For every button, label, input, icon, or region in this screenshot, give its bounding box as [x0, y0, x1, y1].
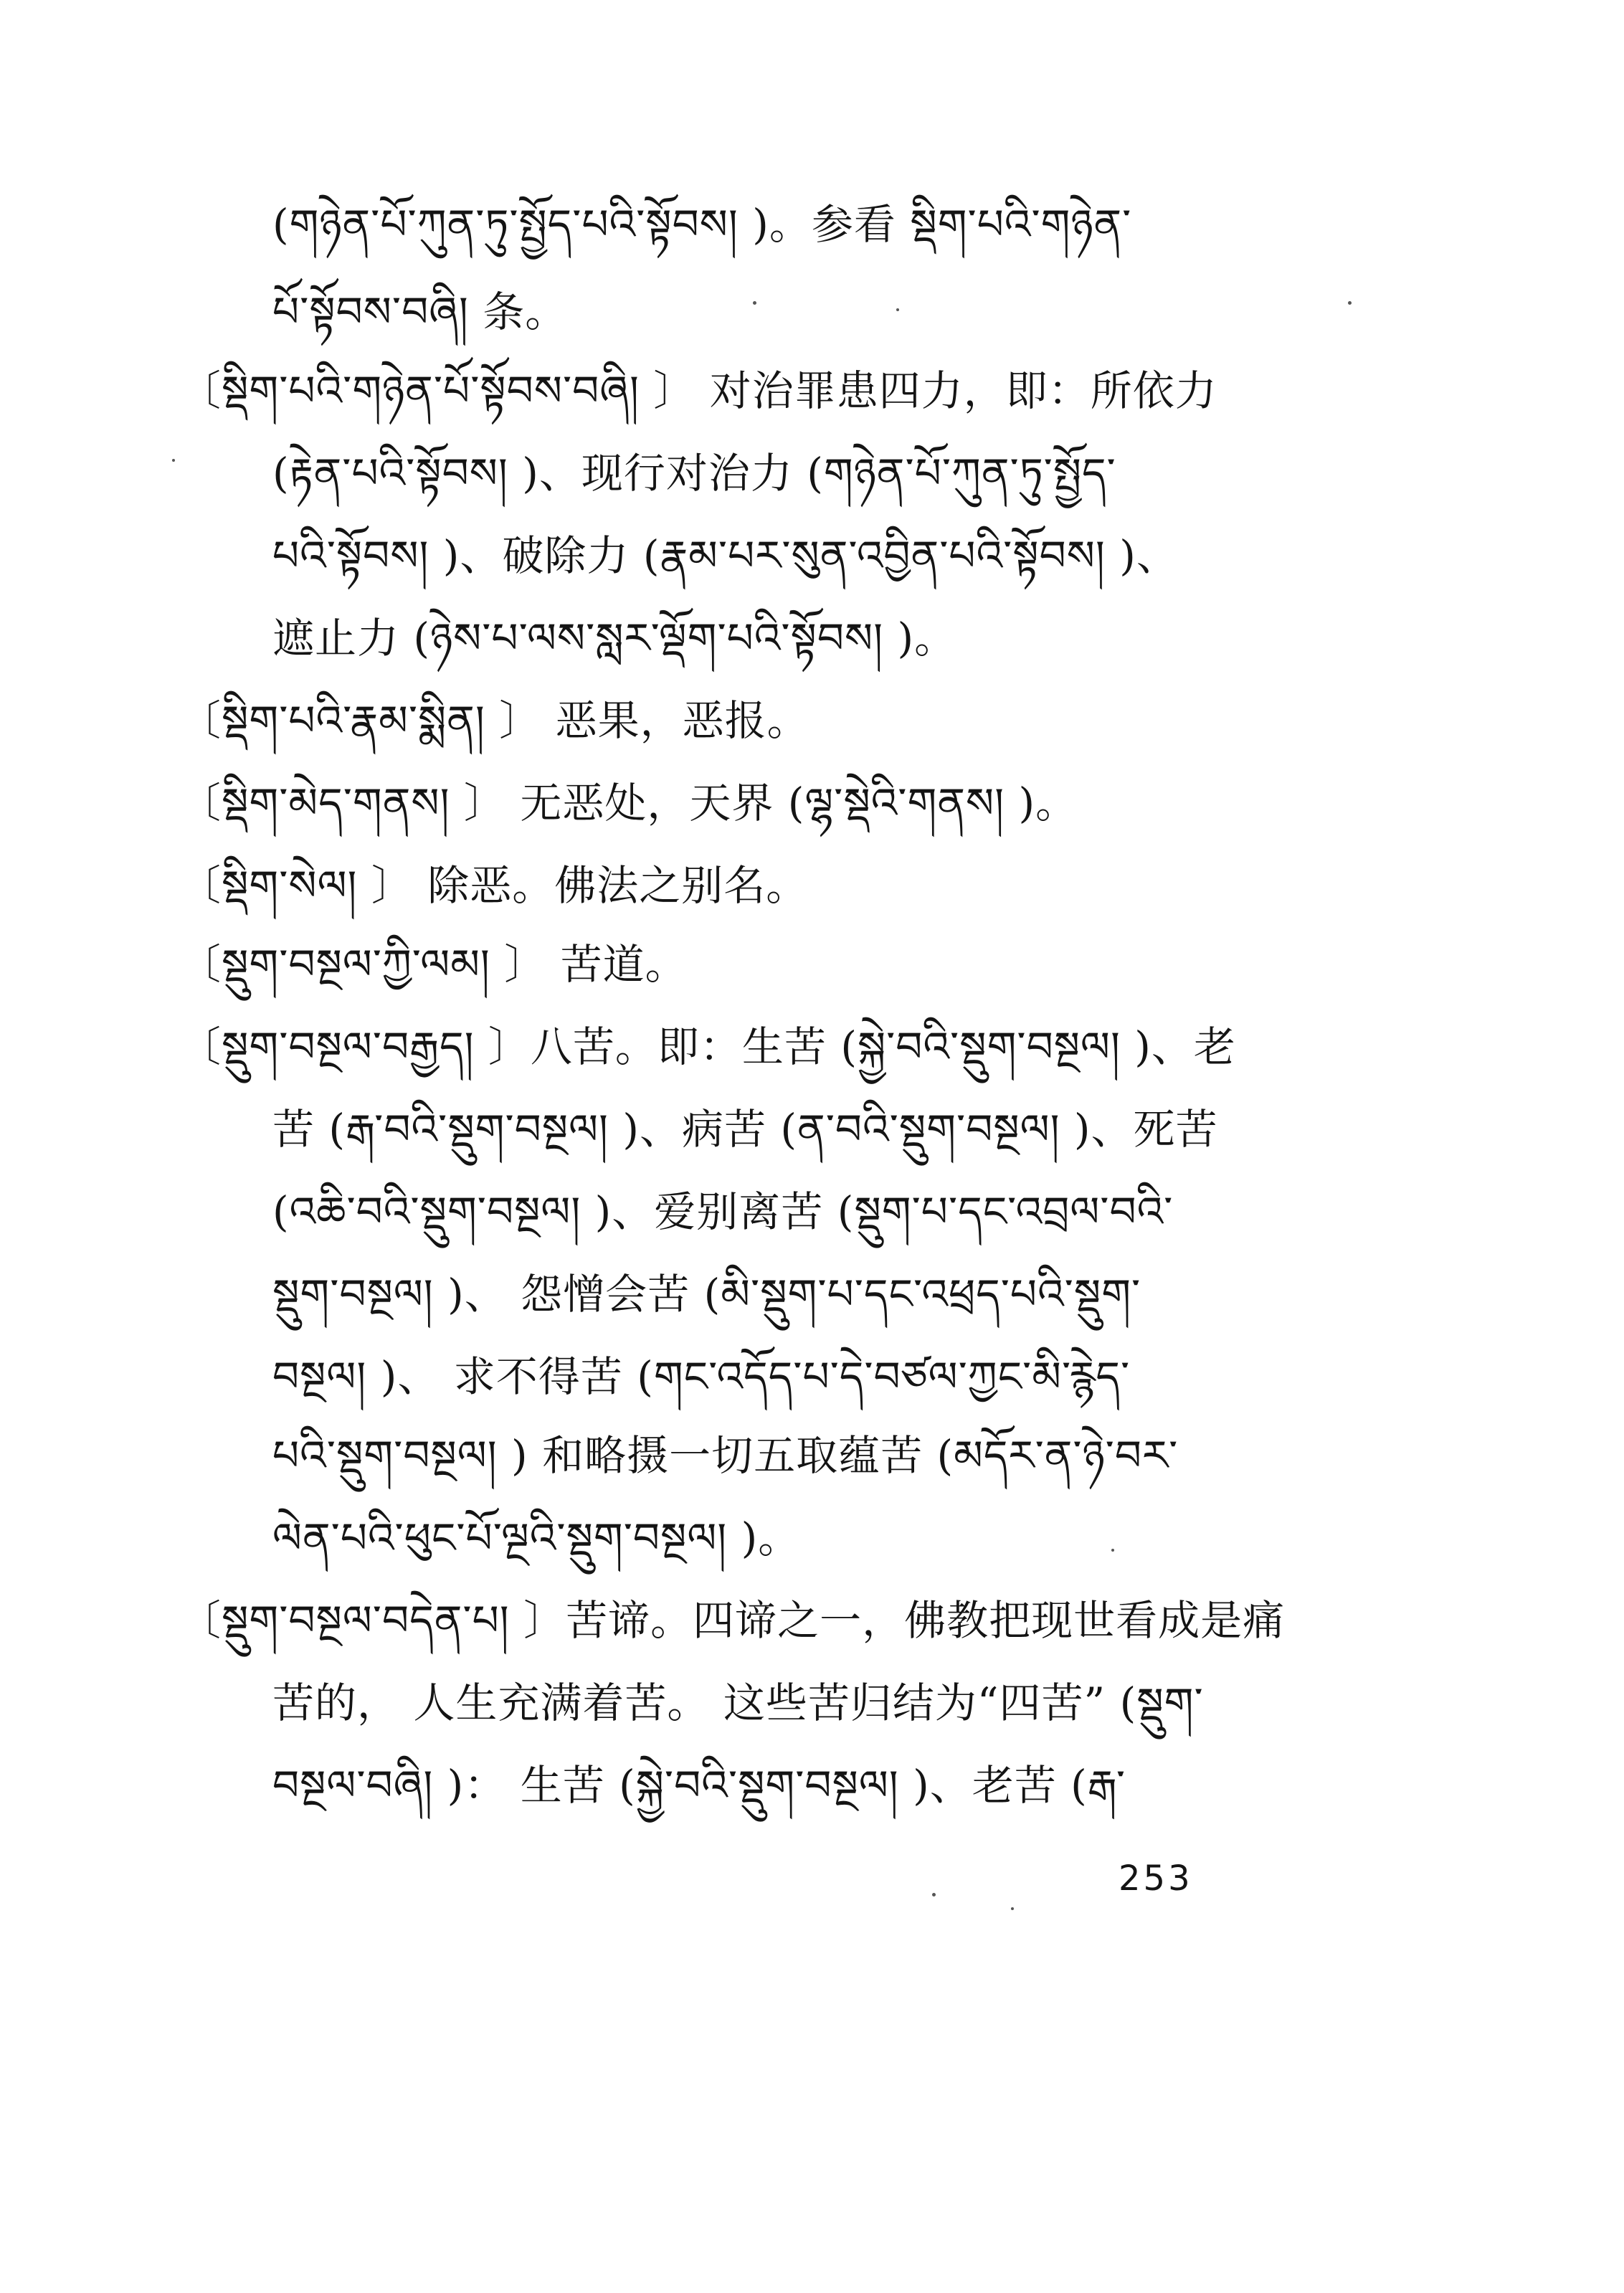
text-line: སྡུག་བསྔལ། )、 怨憎会苦 (མི་སྡུག་པ་དང་འཕྲད་པའི་སྡུག་	[272, 1270, 1141, 1319]
text-line: བསྔལ་བཞི། )： 生苦 (སྐྱེ་བའི་སྡུག་བསྔལ། )、老苦 (རྒ་	[272, 1761, 1126, 1810]
text-line: པའི་སྡུག་བསྔལ། ) 和略摄一切五取蕴苦 (མདོར་ན་ཉེ་བར་	[272, 1431, 1179, 1480]
text-line: 苦 (རྒ་བའི་སྡུག་བསྔལ། )、病苦 (ན་བའི་སྡུག་བསྔལ། )、死苦	[272, 1105, 1218, 1154]
entry-line: 〔སྡུག་བསྔལ་ཀྱི་ལམ། 〕 苦道。	[179, 940, 688, 989]
text-line: (རྟེན་པའི་སྟོབས། )、现行对治力 (གཉེན་པོ་ཀུན་ཏུ་སྤྱོད་	[272, 449, 1116, 498]
scan-speck	[1011, 1907, 1014, 1910]
entry-line: 〔སྡིག་སེལ། 〕 除恶。佛法之别名。	[179, 861, 809, 910]
text-line: (འཆི་བའི་སྡུག་བསྔལ། )、爱别离苦 (སྡུག་པ་དང་འབྲལ་བའི་	[272, 1187, 1174, 1236]
entry-line: 〔སྡིག་པའི་རྣམ་སྨིན། 〕 恶果，恶报。	[179, 696, 809, 745]
entry-line: 〔སྡིག་མེད་གནས། 〕 无恶处，天界 (ལྷ་སྡེའི་གནས། )。	[179, 779, 1078, 827]
scan-speck	[1348, 301, 1352, 305]
entry-line: 〔སྡིག་པའི་གཉེན་པོ་སྟོབས་བཞི། 〕 对治罪患四力，即：所依力	[179, 366, 1217, 415]
page-number: 253	[1119, 1858, 1193, 1899]
text-line: (གཉེན་པོ་ཀུན་ཏུ་སྤྱོད་པའི་སྟོབས། )。参看 སྡིག་པའི་གཉེན་	[272, 200, 1132, 249]
text-line: བསྔལ། )、 求不得苦 (གང་འདོད་པ་དེ་བཙལ་ཀྱང་མི་རྙེད་	[272, 1352, 1131, 1401]
text-line: 苦的， 人生充满着苦。 这些苦归结为“四苦” (སྡུག་	[272, 1679, 1204, 1727]
text-line: 遮止力 (ཉེས་པ་ལས་སླར་ལྡོག་པའི་སྟོབས། )。	[272, 614, 957, 663]
scan-speck	[932, 1893, 936, 1896]
text-line: ལེན་པའི་ཕུང་པོ་ལྔའི་སྡུག་བསྔལ། )。	[272, 1514, 801, 1562]
scan-speck	[1111, 1549, 1114, 1552]
scan-speck	[896, 308, 899, 311]
scan-speck	[172, 459, 175, 462]
entry-line: 〔སྡུག་བསྔལ་བདེན་པ། 〕苦谛。四谛之一，佛教把现世看成是痛	[179, 1596, 1286, 1645]
text-line: པའི་སྟོབས། )、破除力 (རྣམ་པར་སུན་འབྱིན་པའི་སྟོབས། )、	[272, 531, 1179, 580]
entry-line: 〔སྡུག་བསྔལ་བརྒྱད། 〕八苦。即：生苦 (སྐྱེ་བའི་སྡུག་བསྔལ། )、老	[179, 1022, 1236, 1071]
scan-speck	[753, 301, 756, 305]
text-line: པོ་སྟོབས་བཞི། 条。	[272, 288, 568, 336]
